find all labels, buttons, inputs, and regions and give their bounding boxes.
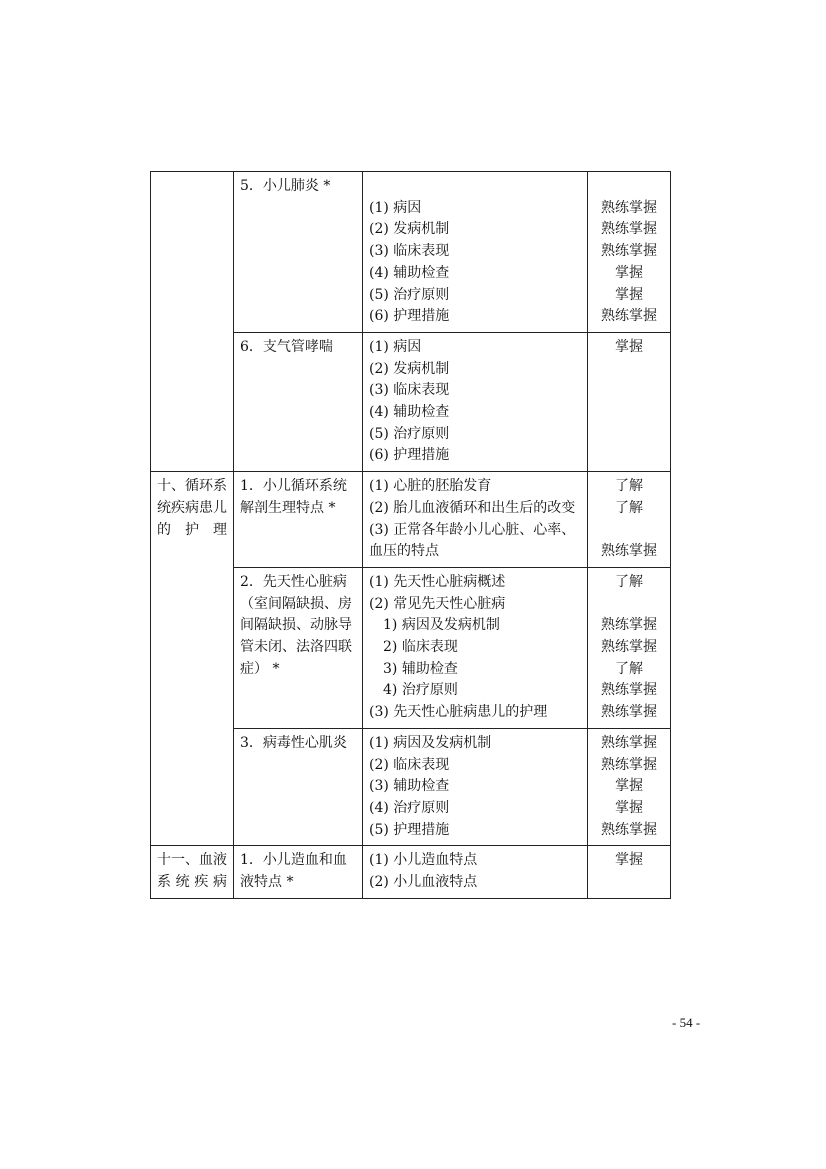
table-row	[151, 172, 671, 333]
content-item: (5) 治疗原则	[369, 425, 450, 442]
level-cell	[588, 172, 671, 333]
content-item: (1) 先天性心脏病概述	[369, 573, 506, 590]
level-cell: 掌握	[588, 846, 671, 898]
content-item: (5) 护理措施	[369, 821, 450, 838]
level-item: 熟练掌握	[601, 199, 657, 216]
level-item	[594, 520, 664, 542]
level-item: 熟练掌握	[601, 704, 657, 721]
content-cell	[363, 567, 588, 728]
content-cell	[363, 728, 588, 846]
content-item: (3) 先天性心脏病患儿的护理	[369, 704, 548, 721]
content-item: (3) 临床表现	[369, 382, 450, 399]
content-item: (2) 发病机制	[369, 360, 450, 377]
content-item: (2) 胎儿血液循环和出生后的改变	[369, 499, 576, 516]
content-item: (4) 治疗原则	[369, 799, 450, 816]
table-row	[151, 472, 671, 568]
level-item: 熟练掌握	[601, 734, 657, 751]
level-item: 掌握	[615, 799, 643, 816]
topic-cell: 3．病毒性心肌炎	[234, 728, 363, 846]
level-item: 掌握	[615, 264, 643, 281]
section-cell: 十、循环系统疾病患儿的护理	[151, 472, 234, 846]
level-item: 了解	[615, 478, 643, 495]
level-item: 熟练掌握	[601, 821, 657, 838]
content-item: (1) 病因	[369, 199, 422, 216]
level-item: 熟练掌握	[601, 221, 657, 238]
content-item: (5) 治疗原则	[369, 286, 450, 303]
content-item: (6) 护理措施	[369, 308, 450, 325]
content-item: (3) 辅助检查	[369, 778, 450, 795]
content-item: (2) 临床表现	[369, 756, 450, 773]
content-item: (1) 小儿造血特点	[369, 852, 478, 869]
level-cell	[588, 728, 671, 846]
level-item: 了解	[615, 499, 643, 516]
level-item	[594, 594, 664, 616]
content-item: (3) 临床表现	[369, 243, 450, 260]
content-item: (1) 病因及发病机制	[369, 734, 492, 751]
level-item: 了解	[615, 573, 643, 590]
content-item: (4) 辅助检查	[369, 404, 450, 421]
syllabus-table	[150, 171, 671, 899]
content-item: (2) 发病机制	[369, 221, 450, 238]
topic-cell: 5．小儿肺炎 *	[234, 172, 363, 333]
level-cell: 掌握	[588, 332, 671, 471]
level-item: 掌握	[615, 286, 643, 303]
content-item: (2) 常见先天性心脏病	[369, 595, 506, 612]
page-number: - 54 -	[672, 1015, 701, 1030]
content-item: (3) 正常各年龄小儿心脏、心率、血压的特点	[369, 521, 576, 560]
level-item: 熟练掌握	[601, 756, 657, 773]
content-item: (1) 病因	[369, 338, 422, 355]
content-cell	[363, 472, 588, 568]
section-cell	[151, 172, 234, 472]
topic-cell: 1．小儿循环系统解剖生理特点 *	[234, 472, 363, 568]
content-cell	[363, 332, 588, 471]
topic-cell: 2．先天性心脏病（室间隔缺损、房间隔缺损、动脉导管未闭、法洛四联症） *	[234, 567, 363, 728]
content-subitem: 4) 治疗原则	[383, 682, 458, 699]
level-cell	[588, 472, 671, 568]
level-cell	[588, 567, 671, 728]
section-cell: 十一、血液系统疾病	[151, 846, 234, 898]
level-item: 熟练掌握	[601, 682, 657, 699]
content-item: (4) 辅助检查	[369, 264, 450, 281]
content-subitem: 3) 辅助检查	[383, 660, 458, 677]
topic-cell: 6．支气管哮喘	[234, 332, 363, 471]
level-item: 熟练掌握	[601, 543, 657, 560]
level-item: 熟练掌握	[601, 639, 657, 656]
topic-cell: 1．小儿造血和血液特点 *	[234, 846, 363, 898]
content-cell	[363, 846, 588, 898]
content-item: (6) 护理措施	[369, 447, 450, 464]
content-subitem: 2) 临床表现	[383, 639, 458, 656]
level-item: 熟练掌握	[601, 308, 657, 325]
content-item: (1) 心脏的胚胎发育	[369, 478, 492, 495]
content-subitem: 1) 病因及发病机制	[383, 617, 500, 634]
level-item: 熟练掌握	[601, 617, 657, 634]
table-row	[151, 846, 671, 898]
level-item: 掌握	[615, 778, 643, 795]
content-cell	[363, 172, 588, 333]
level-item: 熟练掌握	[601, 243, 657, 260]
level-item: 了解	[615, 660, 643, 677]
content-item: (2) 小儿血液特点	[369, 874, 478, 891]
